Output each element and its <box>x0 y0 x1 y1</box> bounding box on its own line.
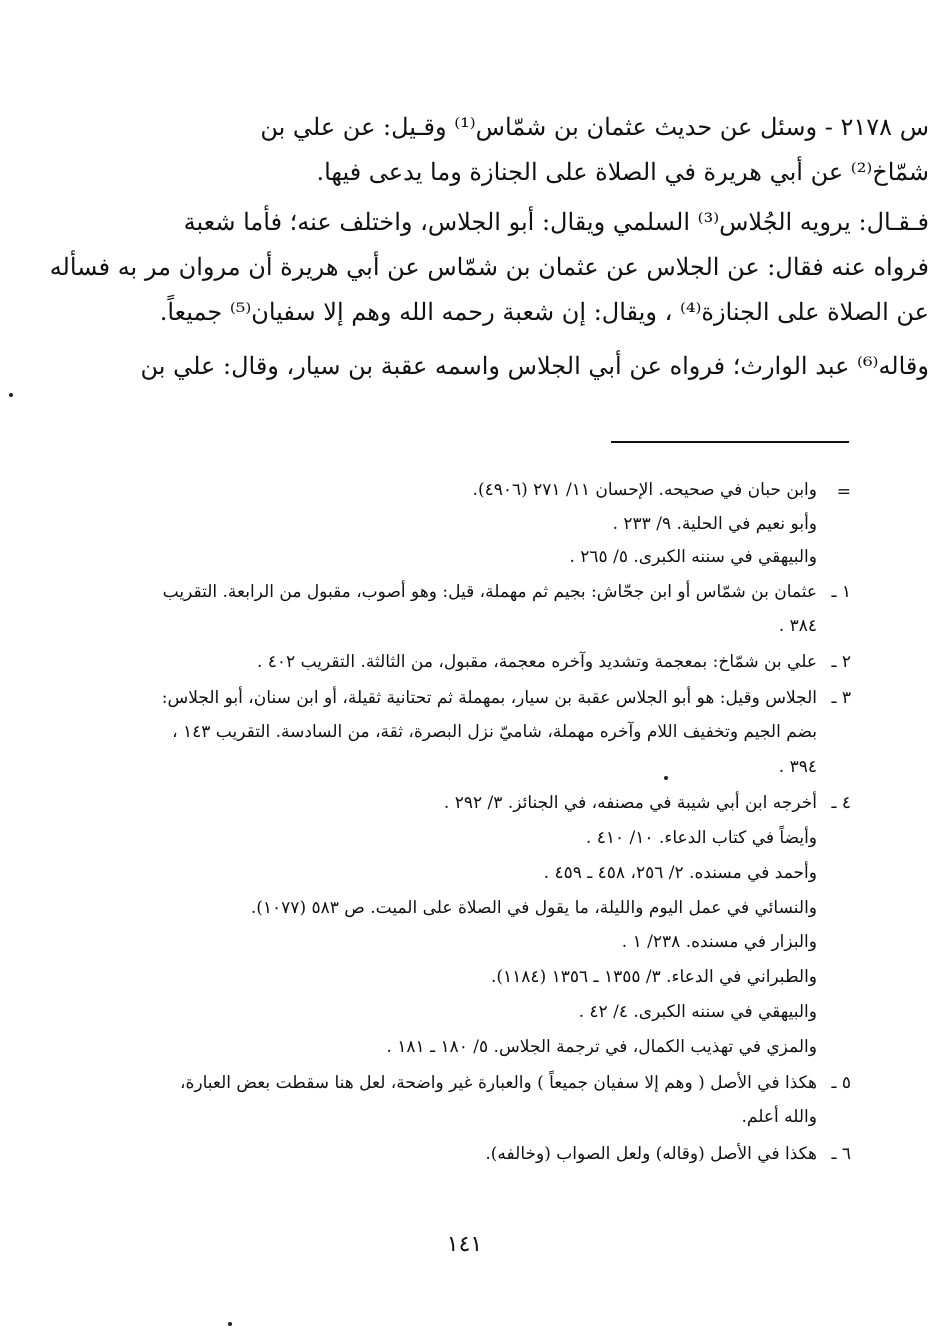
footnote-line: هكذا في الأصل (وقاله) ولعل الصواب (وخالفه). <box>485 1144 817 1164</box>
footnote-continuation-mark: = <box>836 482 851 502</box>
footnote-line: والله أعلم. <box>741 1107 817 1127</box>
footnote-line: والنسائي في عمل اليوم والليلة، ما يقول في الصلاة على الميت. ص ٥٨٣ (١٠٧٧). <box>250 898 817 918</box>
footnote-line: وأيضاً في كتاب الدعاء. ١٠/ ٤١٠ . <box>585 828 817 848</box>
scan-speck <box>228 1322 232 1326</box>
footnote-number: ٤ ـ <box>831 793 851 813</box>
footnote-line: والبزار في مسنده. ٢٣٨/ ١ . <box>621 932 817 952</box>
main-text-line: عن الصلاة على الجنازة⁽⁴⁾ ، ويقال: إن شعبة رحمه الله وهم إلا سفيان⁽⁵⁾ جميعاً. <box>159 298 929 326</box>
footnote-line: وأبو نعيم في الحلية. ٩/ ٢٣٣ . <box>612 514 817 534</box>
footnote-line: هكذا في الأصل ( وهم إلا سفيان جميعاً ) والعبارة غير واضحة، لعل هنا سقطت بعض العبارة، <box>179 1073 817 1093</box>
footnote-number: ٦ ـ <box>831 1144 851 1164</box>
footnote-line: ٣٩٤ . <box>778 757 817 777</box>
footnote-line: الجلاس وقيل: هو أبو الجلاس عقبة بن سيار، بمهملة ثم تحتانية ثقيلة، أو ابن سنان، أبو الجلاس: <box>161 688 817 708</box>
footnote-line: وابن حبان في صحيحه. الإحسان ١١/ ٢٧١ (٤٩٠٦). <box>472 480 817 500</box>
footnote-line: ٣٨٤ . <box>778 616 817 636</box>
footnote-line: وأحمد في مسنده. ٢/ ٢٥٦، ٤٥٨ ـ ٤٥٩ . <box>543 863 817 883</box>
main-text-line: س ٢١٧٨ - وسئل عن حديث عثمان بن شمّاس⁽¹⁾ وقـيل: عن علي بن <box>260 113 929 141</box>
footnote-number: ٣ ـ <box>831 688 851 708</box>
footnote-number: ٥ ـ <box>831 1073 851 1093</box>
main-text-line: فـقـال: يرويه الجُلاس⁽³⁾ السلمي ويقال: أبو الجلاس، واختلف عنه؛ فأما شعبة <box>183 208 929 236</box>
main-text-line: شمّاخ⁽²⁾ عن أبي هريرة في الصلاة على الجنازة وما يدعى فيها. <box>316 158 929 186</box>
scan-speck <box>9 393 13 397</box>
footnote-number: ٢ ـ <box>831 652 851 672</box>
footnote-line: والطبراني في الدعاء. ٣/ ١٣٥٥ ـ ١٣٥٦ (١١٨٤). <box>490 967 817 987</box>
footnote-line: عثمان بن شمّاس أو ابن جحّاش: بجيم ثم مهملة، قيل: وهو أصوب، مقبول من الرابعة. التقريب <box>162 582 817 602</box>
footnote-line: أخرجه ابن أبي شيبة في مصنفه، في الجنائز. ٣/ ٢٩٢ . <box>443 793 817 813</box>
footnote-line: والمزي في تهذيب الكمال، في ترجمة الجلاس. ٥/ ١٨٠ ـ ١٨١ . <box>386 1037 817 1057</box>
footnote-line: بضم الجيم وتخفيف اللام وآخره مهملة، شاميّ نزل البصرة، ثقة، من السادسة. التقريب ١٤٣ ، <box>172 722 817 742</box>
main-text-line: فرواه عنه فقال: عن الجلاس عن عثمان بن شمّاس عن أبي هريرة أن مروان مر به فسأله <box>49 253 929 281</box>
main-text-line: وقاله⁽⁶⁾ عبد الوارث؛ فرواه عن أبي الجلاس واسمه عقبة بن سيار، وقال: علي بن <box>140 352 929 380</box>
footnote-separator <box>611 441 849 443</box>
footnote-number: ١ ـ <box>831 582 851 602</box>
footnote-line: علي بن شمّاخ: بمعجمة وتشديد وآخره معجمة، مقبول، من الثالثة. التقريب ٤٠٢ . <box>256 652 817 672</box>
scan-speck <box>664 776 668 780</box>
page-number: ١٤١ <box>446 1232 483 1257</box>
footnote-line: والبيهقي في سننه الكبرى. ٤/ ٤٢ . <box>578 1002 817 1022</box>
footnote-line: والبيهقي في سننه الكبرى. ٥/ ٢٦٥ . <box>569 547 817 567</box>
